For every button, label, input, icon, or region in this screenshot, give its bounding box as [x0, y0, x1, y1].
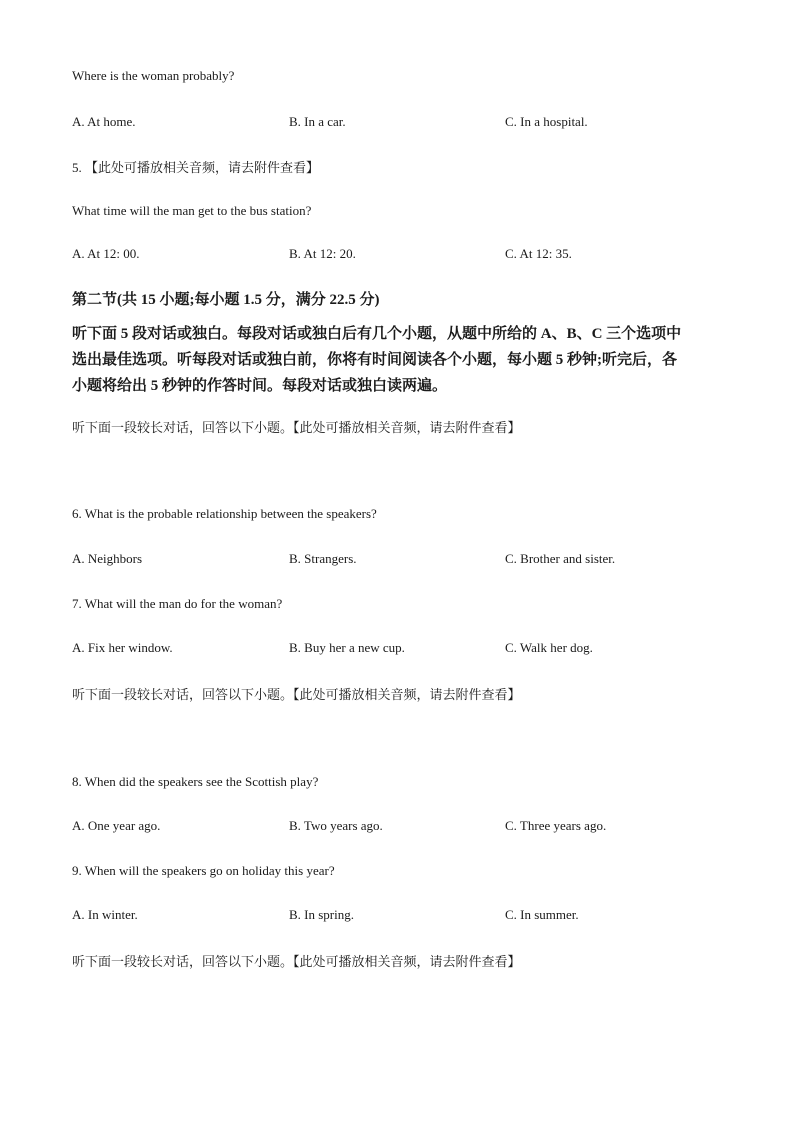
section-2-instructions [72, 321, 727, 399]
question-8-text: 8. When did the speakers see the Scottish play? [72, 774, 319, 789]
instruction-line: 选出最佳选项。听每段对话或独白前，你将有时间阅读各个小题，每小题 5 秒钟;听完后，各 [72, 352, 677, 368]
option-c: C. Brother and sister. [505, 551, 616, 566]
question-4-options [72, 114, 732, 132]
option-b: B. Strangers. [289, 551, 357, 566]
option-a: A. At home. [72, 114, 136, 129]
option-b: B. In a car. [289, 114, 346, 129]
option-a: A. Fix her window. [72, 640, 173, 655]
question-6-options [72, 551, 732, 569]
question-6-text: 6. What is the probable relationship between the speakers? [72, 506, 377, 521]
option-b: B. In spring. [289, 907, 354, 922]
option-a: A. At 12: 00. [72, 246, 140, 261]
option-a: A. One year ago. [72, 818, 161, 833]
question-8-options [72, 818, 732, 836]
option-c: C. At 12: 35. [505, 246, 572, 261]
question-7-options [72, 640, 732, 658]
audio-prompt-5[interactable]: 5. 【此处可播放相关音频，请去附件查看】 [72, 160, 320, 175]
question-9-options [72, 907, 732, 925]
question-4-text: Where is the woman probably? [72, 68, 235, 83]
option-b: B. Buy her a new cup. [289, 640, 405, 655]
option-a: A. Neighbors [72, 551, 143, 566]
question-5-text: What time will the man get to the bus station? [72, 203, 312, 218]
question-9-text: 9. When will the speakers go on holiday this year? [72, 863, 335, 878]
section-2-title: 第二节(共 15 小题;每小题 1.5 分，满分 22.5 分) [72, 292, 380, 308]
option-c: C. In summer. [505, 907, 579, 922]
option-b: B. Two years ago. [289, 818, 383, 833]
dialogue-audio-prompt-1[interactable]: 听下面一段较长对话，回答以下小题。【此处可播放相关音频，请去附件查看】 [72, 420, 521, 435]
question-5-options [72, 246, 732, 264]
option-b: B. At 12: 20. [289, 246, 356, 261]
dialogue-audio-prompt-3[interactable]: 听下面一段较长对话，回答以下小题。【此处可播放相关音频，请去附件查看】 [72, 954, 521, 969]
question-7-text: 7. What will the man do for the woman? [72, 596, 283, 611]
option-a: A. In winter. [72, 907, 138, 922]
instruction-line: 小题将给出 5 秒钟的作答时间。每段对话或独白读两遍。 [72, 378, 448, 394]
instruction-line: 听下面 5 段对话或独白。每段对话或独白后有几个小题，从题中所给的 A、B、C 三个选项中 [72, 326, 682, 342]
option-c: C. In a hospital. [505, 114, 588, 129]
option-c: C. Three years ago. [505, 818, 607, 833]
option-c: C. Walk her dog. [505, 640, 593, 655]
dialogue-audio-prompt-2[interactable]: 听下面一段较长对话，回答以下小题。【此处可播放相关音频，请去附件查看】 [72, 687, 521, 702]
